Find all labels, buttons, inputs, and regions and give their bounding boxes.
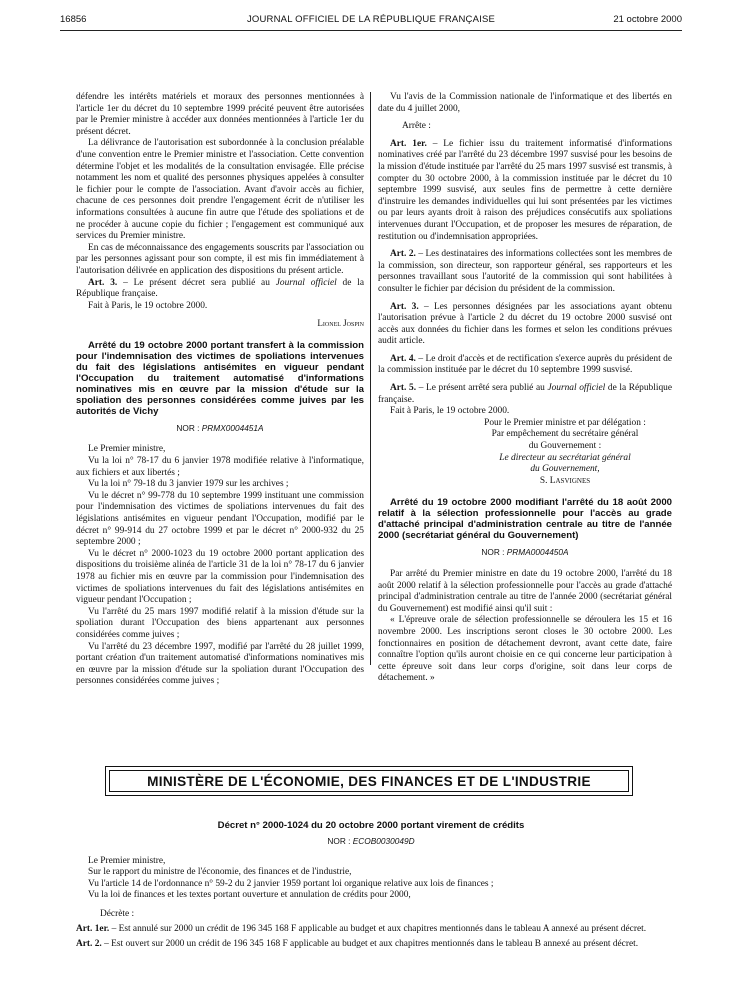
article-label: Art. 1er. bbox=[76, 924, 110, 935]
left-column bbox=[76, 92, 364, 688]
nor-reference bbox=[378, 547, 672, 559]
right-column bbox=[378, 92, 672, 685]
article-5 bbox=[378, 383, 672, 406]
delegation-line: du Gouvernement : bbox=[528, 441, 602, 452]
article-1 bbox=[76, 924, 684, 935]
nor-reference bbox=[60, 836, 682, 846]
issue-date: 21 octobre 2000 bbox=[613, 14, 682, 25]
paragraph: La délivrance de l'autorisation est subordonnée à la conclusion préalable d'une convention entre le Premier ministre et l'association. Cette convention détermine l'objet et les modalités de la consultation envisagée. Elle précise notamment les nom et qualité des personnes physiques appelées à consulter le fichier pour le compte de l'association. Avant d'avoir accès au fichier, chacune de ces personnes doit prendre l'engagement écrit de n'utiliser les informations consultées à aucune fin autre que l'étude des spoliations et de ne procéder à aucune copie du fichier ; l'engagement est communiqué aux services du Premier ministre. bbox=[76, 138, 364, 242]
article-3 bbox=[76, 278, 364, 301]
delegation-line: Par empêchement du secrétaire général bbox=[491, 429, 639, 440]
arrete-title: Arrêté du 19 octobre 2000 portant transfert à la commission pour l'indemnisation des victimes de spoliations intervenues du fait des législations antisémites en vigueur pendant l'Occupation du traitement automatisé d'informations nominatives mis en œuvre par la mission d'étude sur la spoliation des personnes considérées comme juives par les autorités de Vichy bbox=[76, 339, 364, 417]
article-label: Art. 5. bbox=[390, 383, 417, 394]
visa: Vu l'arrêté du 23 décembre 1997, modifié par l'arrêté du 28 juillet 1999, portant création d'un traitement automatisé d'informations nominatives mis en œuvre par la mission d'étude sur la spoliation durant l'Occupation des personnes considérées comme juives ; bbox=[76, 641, 364, 687]
article-text: – Le droit d'accès et de rectification s'exerce auprès du président de la commission instituée par le décret du 10 septembre 1999 susvisé. bbox=[378, 353, 672, 376]
article-label: Art. 3. bbox=[390, 301, 419, 312]
nor-code: PRMA0004450A bbox=[506, 547, 569, 558]
nor-label: NOR : bbox=[327, 836, 353, 846]
article-label: Art. 4. bbox=[390, 353, 416, 364]
paragraph: En cas de méconnaissance des engagements souscrits par l'association ou par les personnes agissant pour son compte, il est mis fin immédiatement à l'autorisation délivrée en application des dispositions du présent article. bbox=[76, 242, 364, 276]
article-3 bbox=[378, 302, 672, 348]
fait-a-paris: Fait à Paris, le 19 octobre 2000. bbox=[88, 300, 208, 311]
article-text: de la République française. bbox=[76, 277, 364, 300]
visa: Vu la loi de finances et les textes portant ouverture et annulation de crédits pour 2000, bbox=[88, 890, 411, 901]
visa: Vu le décret n° 99-778 du 10 septembre 1999 instituant une commission pour l'indemnisation des victimes de spoliations intervenues du fait des législations antisémites en vigueur pendant l'Occupation, modifié par le décret n° 99-914 du 27 octobre 1999 et par le décret n° 2000-932 du 25 septembre 2000 ; bbox=[76, 490, 364, 548]
paragraph: Le Premier ministre, bbox=[88, 856, 166, 866]
article-2 bbox=[378, 249, 672, 295]
nor-reference bbox=[76, 423, 364, 435]
nor-code: ECOB0030049D bbox=[352, 836, 415, 846]
nor-code: PRMX0004451A bbox=[201, 422, 264, 433]
journal-officiel-ref: Journal officiel bbox=[275, 277, 337, 288]
article-text: – Le fichier issu du traitement informatisé d'informations nominatives créé par l'arrêté du 23 décembre 1997 susvisé pour les besoins de la mission d'étude instituée par l'arrêté du 25 mars 1997 susvisé est transmis, à compter du 30 octobre 2000, à la commission instituée par le décret du 10 septembre 1999 susvisé, aux seules fins de permettre à cette dernière d'instruire les demandes individuelles qui lui sont présentées par les victimes ou par leurs ayants droit à raison des préjudices consécutifs aux spoliations intervenues durant l'Occupation, et de proposer les mesures de réparation, de restitution ou d'indemnisation appropriées. bbox=[378, 138, 672, 242]
article-label: Art. 2. bbox=[390, 249, 416, 260]
delegation-line: Le directeur au secrétariat général bbox=[499, 452, 631, 463]
article-text: – Les destinataires des informations collectées sont les membres de la commission, son directeur, son rapporteur général, ses rapporteurs et les personnes travaillant sous l'autorité de la commission qui sont habilitées à consulter le fichier par décision du président de la commission. bbox=[378, 249, 672, 294]
ministry-heading-box bbox=[105, 766, 633, 796]
arrete-heading: Arrête : bbox=[402, 121, 431, 132]
nor-label: NOR : bbox=[176, 422, 202, 433]
delegation-block bbox=[458, 418, 672, 488]
visa: Vu l'arrêté du 25 mars 1997 modifié relatif à la mission d'étude sur la spoliation durant l'Occupation des biens appartenant aux personnes considérées comme juives ; bbox=[76, 606, 364, 640]
article-text: – Le présent décret sera publié au bbox=[117, 277, 276, 288]
visa: Vu l'article 14 de l'ordonnance n° 59-2 du 2 janvier 1959 portant loi organique relative aux lois de finances ; bbox=[88, 878, 494, 889]
arrete-title: Arrêté du 19 octobre 2000 modifiant l'arrêté du 18 août 2000 relatif à la sélection professionnelle pour l'accès au grade d'attaché principal d'administration centrale au titre de l'année 2000 (secrétariat général du Gouvernement) bbox=[378, 497, 672, 542]
article-text: – Les personnes désignées par les associations ayant obtenu l'autorisation prévue à l'article 2 du décret du 19 octobre 2000 susvisé ont accès aux données du fichier dans les formes et selon les conditions prévues audit article. bbox=[378, 301, 672, 347]
page-number: 16856 bbox=[60, 14, 87, 25]
paragraph: Par arrêté du Premier ministre en date du 19 octobre 2000, l'arrêté du 18 août 2000 relatif à la sélection professionnelle pour l'accès au grade d'attaché principal d'administration centrale au titre de l'année 2000 (secrétariat général du Gouvernement) est modifié ainsi qu'il suit : bbox=[378, 569, 672, 614]
article-label: Art. 2. bbox=[76, 939, 102, 950]
signature: S. Lasvignes bbox=[539, 475, 591, 486]
delegation-line: Pour le Premier ministre et par délégation : bbox=[484, 417, 646, 428]
journal-title: JOURNAL OFFICIEL DE LA RÉPUBLIQUE FRANÇAISE bbox=[246, 14, 496, 25]
fait-a-paris: Fait à Paris, le 19 octobre 2000. bbox=[390, 406, 510, 417]
article-text: – Est annulé sur 2000 un crédit de 196 345 168 F applicable au budget et aux chapitres mentionnés dans le tableau A annexé au présent décret. bbox=[109, 924, 647, 935]
delegation-line: du Gouvernement, bbox=[530, 464, 600, 475]
visa: Vu la loi n° 79-18 du 3 janvier 1979 sur les archives ; bbox=[88, 479, 289, 490]
signature: Lionel Jospin bbox=[317, 318, 364, 329]
visa: Vu la loi n° 78-17 du 6 janvier 1978 modifiée relative à l'informatique, aux fichiers et aux libertés ; bbox=[76, 456, 364, 478]
paragraph: « L'épreuve orale de sélection professionnelle se déroulera les 15 et 16 novembre 2000. Les inscriptions seront closes le 30 octobre 2000. Les fonctionnaires en position de détachement devront, avant cette date, faire connaître l'option qu'ils auront choisie en ce qui concerne leur participation à cette épreuve soit dans leur corps d'origine, soit dans leur corps de détachement. » bbox=[378, 615, 672, 684]
page-header bbox=[60, 14, 682, 30]
visa: Vu l'avis de la Commission nationale de l'informatique et des libertés en date du 4 juillet 2000, bbox=[378, 92, 672, 114]
article-text: – Le présent arrêté sera publié au bbox=[416, 383, 548, 394]
paragraph: défendre les intérêts matériels et moraux des personnes mentionnées à l'article 1er du décret du 10 septembre 1999 précité peuvent être autorisées par le Premier ministre à accéder aux données mentionnées à l'article 1er du présent décret. bbox=[76, 92, 364, 137]
paragraph: Le Premier ministre, bbox=[88, 444, 166, 455]
article-2 bbox=[76, 939, 684, 950]
ministry-heading: MINISTÈRE DE L'ÉCONOMIE, DES FINANCES ET DE L'INDUSTRIE bbox=[109, 770, 629, 792]
visa: Vu le décret n° 2000-1023 du 19 octobre 2000 portant application des dispositions du troisième alinéa de l'article 31 de la loi n° 78-17 du 6 janvier 1978 au fichier mis en œuvre par la commission pour l'indemnisation des victimes de spoliations intervenues du fait des législations antisémites en vigueur pendant l'Occupation ; bbox=[76, 548, 364, 606]
article-label: Art. 1er. bbox=[390, 138, 427, 149]
article-text: de la République française. bbox=[378, 383, 672, 405]
nor-label: NOR : bbox=[481, 547, 507, 558]
article-1 bbox=[378, 139, 672, 243]
decree-title: Décret n° 2000-1024 du 20 octobre 2000 portant virement de crédits bbox=[217, 820, 525, 831]
article-text: – Est ouvert sur 2000 un crédit de 196 345 168 F applicable au budget et aux chapitres mentionnés dans le tableau B annexé au présent décret. bbox=[101, 939, 639, 950]
decree-body bbox=[76, 856, 684, 951]
paragraph: Sur le rapport du ministre de l'économie, des finances et de l'industrie, bbox=[88, 867, 352, 878]
article-label: Art. 3. bbox=[88, 277, 118, 288]
decrete-heading: Décrète : bbox=[100, 908, 135, 919]
journal-officiel-ref: Journal officiel bbox=[547, 383, 606, 394]
column-divider bbox=[370, 92, 371, 665]
article-4 bbox=[378, 354, 672, 377]
header-rule bbox=[60, 30, 682, 31]
